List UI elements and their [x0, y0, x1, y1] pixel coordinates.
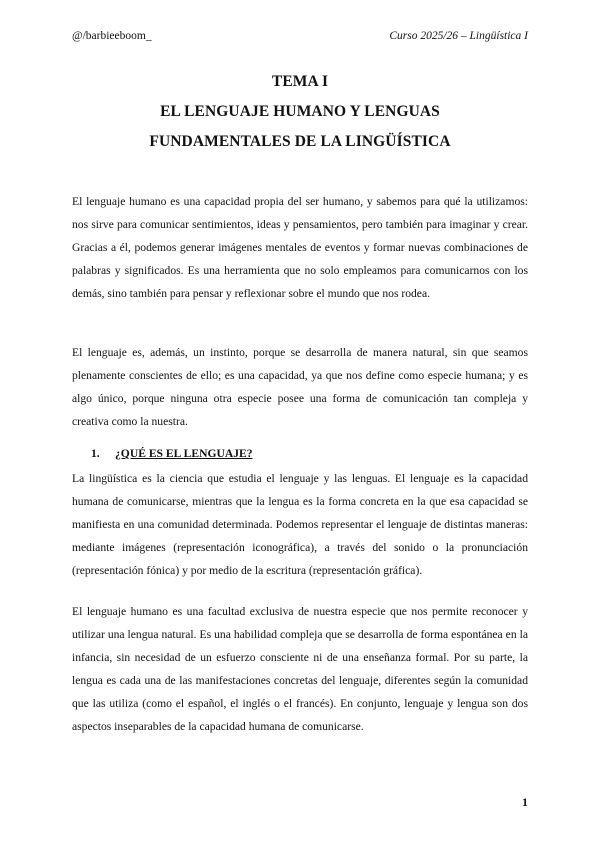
instinct-paragraph: El lenguaje es, además, un instinto, porque se desarrolla de manera natural, sin que seamos plenamente conscientes de ello; es una capacidad, ya que nos define como especie humana; y es algo único, porque ninguna otra especie posee una forma de comunicación tan compleja y creativa como la nuestra. [72, 346, 528, 428]
topic-title-line-1: EL LENGUAJE HUMANO Y LENGUAS [160, 103, 440, 120]
topic-title-line-2: FUNDAMENTALES DE LA LINGÜÍSTICA [149, 133, 451, 150]
topic-number-title: TEMA I [271, 73, 329, 90]
author-handle: @/barbieeboom_ [72, 30, 152, 42]
section-heading-text: ¿QUÉ ES EL LENGUAJE? [115, 447, 253, 460]
intro-paragraph: El lenguaje humano es una capacidad propia del ser humano, y sabemos para qué la utilizamos: nos sirve para comunicar sentimientos, ideas y pensamientos, pero también para imaginar y crear. Gracias a él, podemos generar imágenes mentales de eventos y formar nuevas combinaciones de palabras y significados. Es una herramienta que no solo empleamos para comunicarnos con los demás, sino también para pensar y reflexionar sobre el mundo que nos rodea. [72, 195, 528, 300]
section-number: 1. [91, 447, 100, 460]
faculty-paragraph: El lenguaje humano es una facultad exclusiva de nuestra especie que nos permite reconocer y utilizar una lengua natural. Es una habilidad compleja que se desarrolla de forma espontánea en la infancia, sin necesidad de un esfuerzo consciente ni de una enseñanza formal. Por su parte, la lengua es cada una de las manifestaciones concretas del lenguaje, diferentes según la comunidad que las utiliza (como el español, el inglés o el francés). En conjunto, lenguaje y lengua son dos aspectos inseparables de la capacidad humana de comunicarse. [72, 605, 528, 733]
page-header [72, 30, 528, 46]
page-number: 1 [522, 795, 528, 809]
section-heading [91, 447, 253, 460]
linguistics-paragraph: La lingüística es la ciencia que estudia el lenguaje y las lenguas. El lenguaje es la capacidad humana de comunicarse, mientras que la lengua es la forma concreta en la que esa capacidad se manifiesta en una comunidad determinada. Podemos representar el lenguaje de distintas maneras: mediante imágenes (representación iconográfica), a través del sonido o la pronunciación (representación fónica) y por medio de la escritura (representación gráfica). [72, 472, 528, 577]
course-label: Curso 2025/26 – Lingüística I [389, 30, 528, 42]
